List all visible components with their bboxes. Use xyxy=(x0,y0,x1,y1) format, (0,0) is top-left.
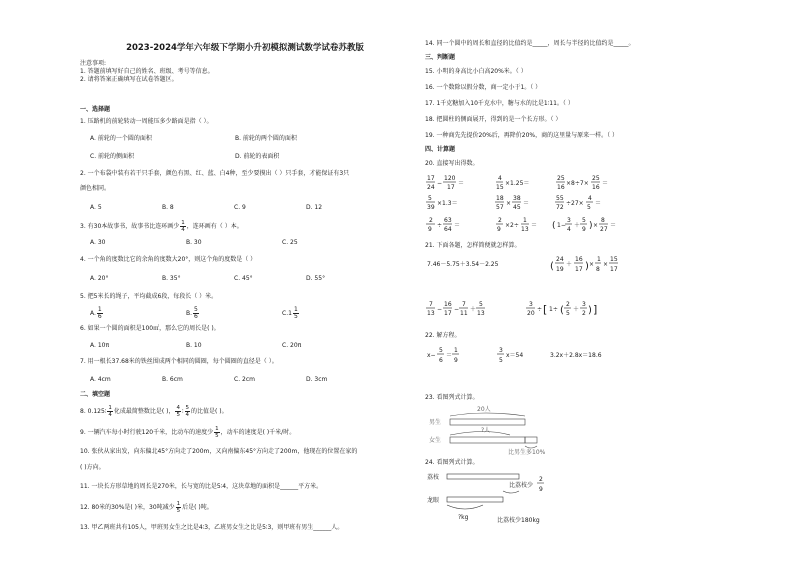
question-12: 12. 80米的30%是( )米，30吨减少 $\frac{1}{5}$ 后是( )吨。 xyxy=(80,501,213,514)
svg-text:55: 55 xyxy=(556,195,564,202)
right-column xyxy=(425,40,725,529)
option: B. 8 xyxy=(162,204,174,211)
svg-text:9: 9 xyxy=(582,226,586,233)
svg-text:2: 2 xyxy=(566,301,570,308)
option-b: B. 前轮的两个圆的面积 xyxy=(235,135,297,142)
simplify-calc xyxy=(425,250,725,320)
question-10: 10. 张伙从家出发，向东偏北45°方向走了200m，又向南偏东45°方向走了200m，他现在的位置在家的 xyxy=(80,448,358,455)
option: B. 35° xyxy=(162,275,181,282)
svg-text:−: − xyxy=(454,306,460,313)
diagram-label: ?人 xyxy=(481,427,491,434)
question-16: 16. 一个数除以假分数，商一定小于1。（ ） xyxy=(425,84,542,91)
question-4: 4. 一个角的度数比它的余角的度数大20°，则这个角的度数是（ ） xyxy=(80,256,257,263)
svg-text:×1.25＝: ×1.25＝ xyxy=(505,180,530,187)
question-23: 23. 看图列式计算。 xyxy=(425,394,479,401)
svg-text:): ) xyxy=(588,305,592,316)
svg-text:＋: ＋ xyxy=(573,306,580,313)
equation: 3.2x＋2.8x＝18.6 xyxy=(550,352,602,359)
svg-text:×: × xyxy=(589,261,595,268)
svg-text:＝: ＝ xyxy=(595,200,602,207)
svg-text:13: 13 xyxy=(477,310,485,317)
diagram-label: ?kg xyxy=(458,514,469,521)
svg-text:120: 120 xyxy=(444,175,456,182)
svg-text:72: 72 xyxy=(556,204,564,211)
option: A. 30 xyxy=(90,239,106,246)
svg-text:39: 39 xyxy=(427,204,435,211)
svg-text:6: 6 xyxy=(439,357,443,364)
notice-line: 2. 请将答案正确填写在试卷答题区。 xyxy=(80,76,178,83)
bar-diagram-23 xyxy=(425,402,725,457)
svg-text:2: 2 xyxy=(498,217,502,224)
question-2: 2. 一个布袋中装有若干只手套，颜色有黑、红、蓝、白4种，至少要摸出（ ）只手套，才能保证有3只 xyxy=(80,170,350,177)
svg-text:5: 5 xyxy=(587,204,591,211)
svg-text:9: 9 xyxy=(454,357,458,364)
svg-text:(: ( xyxy=(550,261,554,272)
svg-text:9: 9 xyxy=(428,226,432,233)
svg-text:20: 20 xyxy=(527,310,535,317)
svg-text:−: − xyxy=(437,180,443,187)
svg-text:×: × xyxy=(593,222,599,229)
option-d: D. 前轮的表面积 xyxy=(235,153,280,160)
svg-text:×1.3＝: ×1.3＝ xyxy=(437,200,458,207)
svg-text:1: 1 xyxy=(523,217,527,224)
option: B. $\frac{5}{6}$ xyxy=(186,306,198,320)
diagram-label: 男生 xyxy=(429,419,442,426)
svg-text:＝: ＝ xyxy=(458,180,465,187)
svg-text:8: 8 xyxy=(596,266,600,273)
q3-end: ，连环画有（ ）本。 xyxy=(186,223,243,230)
equations xyxy=(425,340,725,370)
svg-text:÷: ÷ xyxy=(437,222,443,229)
svg-text:＋: ＋ xyxy=(574,222,581,229)
option: C. 20π xyxy=(282,342,302,349)
svg-text:2: 2 xyxy=(582,310,586,317)
diagram-label: 比荔枝少 xyxy=(509,482,534,489)
svg-text:1−: 1− xyxy=(557,222,566,229)
diagram-label: 20人 xyxy=(477,406,491,413)
question-13: 13. 甲乙两班共有105人，甲班男女生之比是4∶3，乙班男女生之比是5∶3，则甲班有男生______人。 xyxy=(80,524,344,531)
svg-text:64: 64 xyxy=(444,226,452,233)
option: A. $\frac{1}{6}$ xyxy=(90,306,102,320)
svg-text:15: 15 xyxy=(496,184,504,191)
svg-text:13: 13 xyxy=(427,310,435,317)
svg-text:3: 3 xyxy=(529,301,533,308)
option: C. 25 xyxy=(282,239,298,246)
svg-text:17: 17 xyxy=(427,175,435,182)
diagram-label: 荔枝 xyxy=(427,474,440,481)
svg-text:3: 3 xyxy=(567,217,571,224)
svg-text:5: 5 xyxy=(499,357,503,364)
svg-text:1: 1 xyxy=(597,256,601,263)
question-5: 5. 把5米长的绳子，平均截成6段，每段长（ ）米。 xyxy=(80,293,218,300)
svg-text:24: 24 xyxy=(556,256,564,263)
svg-text:x＝54: x＝54 xyxy=(506,352,524,359)
svg-text:＝: ＝ xyxy=(523,200,530,207)
question-15: 15. 小明的身高比小白高20%米。（ ） xyxy=(425,68,527,75)
svg-text:13: 13 xyxy=(521,226,529,233)
option: B. 6cm xyxy=(162,376,183,383)
svg-text:3: 3 xyxy=(582,301,586,308)
svg-text:17: 17 xyxy=(444,310,452,317)
svg-text:[: [ xyxy=(543,303,548,316)
svg-text:38: 38 xyxy=(513,195,521,202)
direct-calc-grid xyxy=(425,170,725,250)
svg-text:16: 16 xyxy=(575,256,583,263)
svg-text:15: 15 xyxy=(610,256,618,263)
section-heading: 一、选择题 xyxy=(80,106,111,113)
svg-text:2: 2 xyxy=(429,217,433,224)
notice-line: 1. 答题前填写好自己的姓名、班级、考号等信息。 xyxy=(80,68,214,75)
question-19: 19. 一种商先先提价20%后，再降价20%，商的这里量与原来一样。（ ） xyxy=(425,132,619,139)
svg-text:4: 4 xyxy=(567,226,571,233)
option: C.1 $\frac{1}{5}$ xyxy=(282,306,298,320)
svg-text:5: 5 xyxy=(428,195,432,202)
svg-text:＋: ＋ xyxy=(470,306,477,313)
q3-text: 3. 有30本故事书，故事书比连环画少 xyxy=(80,223,180,230)
diagram-label: 比男生多10% xyxy=(508,449,546,456)
section-heading: 四、计算题 xyxy=(425,146,456,153)
question-1: 1. 压路机的前轮转动一周能压多少路面是指（ ）。 xyxy=(80,118,213,125)
svg-text:(: ( xyxy=(560,305,564,316)
question-18: 18. 把圆柱的侧面展开，得到的是一个长方形。（ ） xyxy=(425,116,562,123)
svg-text:×: × xyxy=(603,261,609,268)
svg-text:8: 8 xyxy=(601,217,605,224)
svg-text:5: 5 xyxy=(479,301,483,308)
question-8: 8. 0.125∶ $\frac{1}{4}$ 化成最简整数比是( )， $\frac{4}{5}$ ∶ $\frac{5}{4}$ 的比值是( )。 xyxy=(80,405,228,418)
svg-text:＝: ＝ xyxy=(531,222,538,229)
svg-text:＝: ＝ xyxy=(602,180,609,187)
left-column xyxy=(80,36,410,532)
svg-text:x−: x− xyxy=(427,352,436,359)
svg-text:5: 5 xyxy=(582,217,586,224)
option-c: C. 前轮的侧面积 xyxy=(90,153,135,160)
svg-text:19: 19 xyxy=(556,266,564,273)
svg-text:＝: ＝ xyxy=(610,222,617,229)
svg-text:17: 17 xyxy=(610,266,618,273)
question-20: 20. 直接写出得数。 xyxy=(425,160,479,167)
svg-text:25: 25 xyxy=(557,175,565,182)
svg-text:16: 16 xyxy=(557,184,565,191)
option: D. 55° xyxy=(306,275,326,282)
option: B. 30 xyxy=(186,239,202,246)
svg-text:1: 1 xyxy=(454,347,458,354)
option: A. 10π xyxy=(90,342,110,349)
question-9: 9. 一辆汽车每小时行驶120千米，比动车的速度少 $\frac{1}{5}$ ，动车的速度是( )千米/时。 xyxy=(80,426,296,439)
svg-text:＋: ＋ xyxy=(566,261,573,268)
option-a: A. 前轮的一个圆的面积 xyxy=(90,135,152,142)
svg-text:(: ( xyxy=(552,221,556,231)
question-6: 6. 如果一个圆的面积是100㎡，那么它的周长是( )。 xyxy=(80,325,220,332)
question-14: 14. 同一个圆中的周长和直径的比值约是_____，周长与半径的比值约是_____。 xyxy=(425,40,635,47)
svg-text:9: 9 xyxy=(539,486,543,493)
svg-text:17: 17 xyxy=(575,266,583,273)
svg-text:16: 16 xyxy=(592,184,600,191)
fraction: $\frac{1}{4}$ xyxy=(181,220,185,233)
diagram-label: 龙眼 xyxy=(427,497,440,504)
option: D. 12 xyxy=(306,204,323,211)
svg-text:17: 17 xyxy=(447,184,455,191)
svg-text:3: 3 xyxy=(499,347,503,354)
question-2-cont: 颜色相同。 xyxy=(80,185,111,192)
option: C. 2cm xyxy=(234,376,255,383)
question-21: 21. 下面各题，怎样简便就怎样算。 xyxy=(425,242,521,249)
svg-text:): ) xyxy=(585,261,589,272)
svg-text:＝: ＝ xyxy=(454,222,461,229)
question-11: 11. 一块长方形草地的周长是270米，长与宽的比是5∶4，这块草地的面积是______平方米。 xyxy=(80,483,323,490)
option: A. 20° xyxy=(90,275,109,282)
svg-text:7: 7 xyxy=(429,301,433,308)
diagram-label: 比荔枝少180kg xyxy=(497,517,540,524)
option: A. 5 xyxy=(90,204,102,211)
svg-text:]: ] xyxy=(593,303,598,316)
svg-text:5: 5 xyxy=(566,310,570,317)
svg-text:÷: ÷ xyxy=(537,306,543,313)
option: D. 3cm xyxy=(306,376,328,383)
option: B. 10 xyxy=(186,342,202,349)
option: C. 9 xyxy=(234,204,246,211)
svg-text:): ) xyxy=(589,221,593,231)
svg-text:−: − xyxy=(437,306,443,313)
question-10-cont: ( )方向。 xyxy=(80,464,105,471)
question-24: 24. 看图列式计算。 xyxy=(425,459,479,466)
svg-text:4: 4 xyxy=(498,175,502,182)
bar-diagram-24 xyxy=(425,467,725,529)
section-heading: 三、判断题 xyxy=(425,54,456,61)
svg-text:÷27×: ÷27× xyxy=(566,200,584,207)
svg-text:×8÷7×: ×8÷7× xyxy=(566,180,589,187)
svg-text:16: 16 xyxy=(444,301,452,308)
svg-text:4: 4 xyxy=(588,195,592,202)
section-heading: 二、填空题 xyxy=(80,391,111,398)
svg-text:18: 18 xyxy=(496,195,504,202)
question-7: 7. 用一根长37.68米的铁丝围成两个相同的圆圈，每个圆圈的直径是（ ）。 xyxy=(80,358,278,365)
notice-heading: 注意事项: xyxy=(80,60,107,67)
svg-text:×: × xyxy=(506,200,512,207)
svg-text:＝: ＝ xyxy=(446,352,453,359)
calc-expression: 7.46－5.75＋3.54－2.25 xyxy=(427,261,499,268)
question-3 xyxy=(80,220,410,233)
svg-text:2: 2 xyxy=(539,476,543,483)
page-title: 2023-2024学年六年级下学期小升初模拟测试数学试卷苏教版 xyxy=(126,43,364,53)
svg-text:45: 45 xyxy=(513,204,521,211)
svg-text:27: 27 xyxy=(600,226,608,233)
option: A. 4cm xyxy=(90,376,111,383)
svg-text:9: 9 xyxy=(497,226,501,233)
svg-text:57: 57 xyxy=(496,204,504,211)
svg-text:24: 24 xyxy=(427,184,435,191)
option: C. 45° xyxy=(234,275,253,282)
svg-text:7: 7 xyxy=(462,301,466,308)
svg-text:×2÷: ×2÷ xyxy=(505,222,519,229)
question-22: 22. 解方程。 xyxy=(425,332,461,339)
svg-text:25: 25 xyxy=(592,175,600,182)
svg-text:11: 11 xyxy=(460,310,468,317)
question-17: 17. 1千克糖加入10千克水中，糖与水的比是1∶11。（ ） xyxy=(425,100,574,107)
diagram-label: 女生 xyxy=(429,437,442,444)
svg-text:63: 63 xyxy=(444,217,452,224)
svg-text:1÷: 1÷ xyxy=(549,306,558,313)
svg-text:5: 5 xyxy=(439,347,443,354)
